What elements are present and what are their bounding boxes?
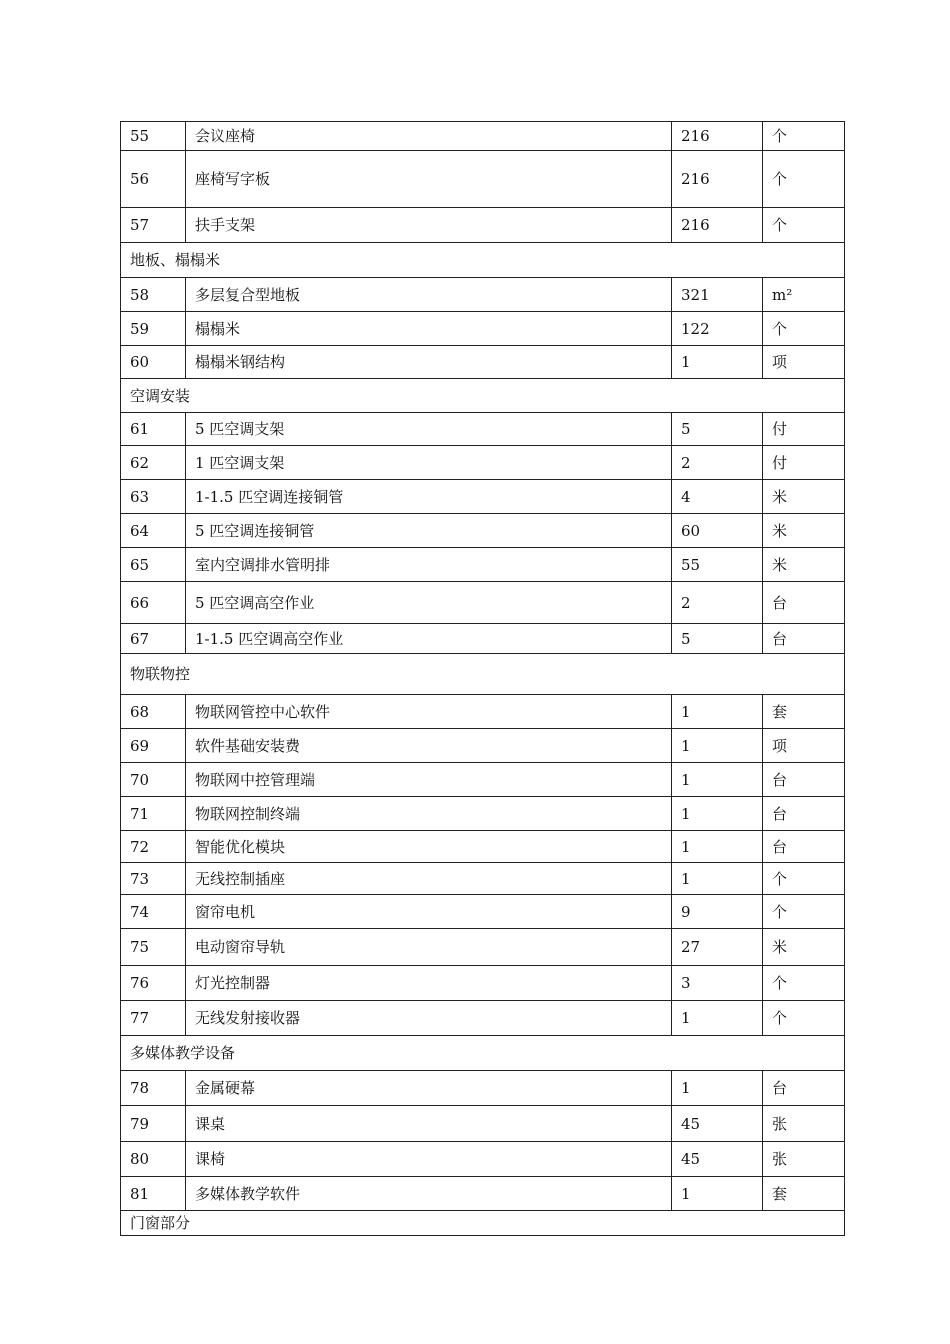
item-quantity: 27 [672,929,763,966]
item-unit: 米 [763,548,845,582]
section-row [121,654,845,695]
item-unit: 米 [763,480,845,514]
table-row [121,1142,845,1177]
item-unit: 米 [763,514,845,548]
item-name: 电动窗帘导轨 [186,929,672,966]
item-quantity: 5 [672,624,763,654]
item-name: 5 匹空调高空作业 [186,582,672,624]
section-title: 门窗部分 [121,1211,845,1236]
item-quantity: 216 [672,122,763,151]
section-row [121,379,845,413]
item-name: 扶手支架 [186,208,672,243]
item-unit: m² [763,278,845,312]
item-name: 窗帘电机 [186,895,672,929]
item-quantity: 1 [672,863,763,895]
item-unit: 个 [763,966,845,1001]
item-quantity: 1 [672,729,763,763]
item-name: 5 匹空调支架 [186,413,672,446]
item-quantity: 321 [672,278,763,312]
item-quantity: 1 [672,346,763,379]
item-quantity: 122 [672,312,763,346]
item-number: 71 [121,797,186,831]
item-number: 56 [121,151,186,208]
table-row [121,729,845,763]
item-number: 72 [121,831,186,863]
item-name: 座椅写字板 [186,151,672,208]
item-number: 81 [121,1177,186,1211]
section-title: 空调安装 [121,379,845,413]
item-unit: 个 [763,122,845,151]
item-unit: 个 [763,1001,845,1036]
item-quantity: 1 [672,1071,763,1106]
table-row [121,929,845,966]
section-row [121,1036,845,1071]
item-number: 70 [121,763,186,797]
table-row [121,151,845,208]
table-row [121,312,845,346]
table-row [121,831,845,863]
item-unit: 付 [763,413,845,446]
item-number: 66 [121,582,186,624]
table-row [121,278,845,312]
item-name: 1-1.5 匹空调连接铜管 [186,480,672,514]
item-number: 63 [121,480,186,514]
item-number: 58 [121,278,186,312]
item-unit: 张 [763,1106,845,1142]
table-row [121,1106,845,1142]
item-unit: 米 [763,929,845,966]
item-number: 62 [121,446,186,480]
item-unit: 台 [763,1071,845,1106]
item-quantity: 5 [672,413,763,446]
table-row [121,548,845,582]
item-number: 80 [121,1142,186,1177]
table-row [121,346,845,379]
item-name: 无线控制插座 [186,863,672,895]
table-row [121,514,845,548]
item-unit: 个 [763,863,845,895]
table-row [121,695,845,729]
section-row [121,1211,845,1236]
item-name: 课桌 [186,1106,672,1142]
item-unit: 个 [763,895,845,929]
item-name: 榻榻米钢结构 [186,346,672,379]
table-row [121,966,845,1001]
item-name: 多媒体教学软件 [186,1177,672,1211]
section-title: 多媒体教学设备 [121,1036,845,1071]
item-name: 多层复合型地板 [186,278,672,312]
item-unit: 台 [763,582,845,624]
item-name: 课椅 [186,1142,672,1177]
item-number: 55 [121,122,186,151]
item-number: 74 [121,895,186,929]
section-title: 地板、榻榻米 [121,243,845,278]
item-name: 会议座椅 [186,122,672,151]
item-quantity: 3 [672,966,763,1001]
item-quantity: 2 [672,582,763,624]
item-quantity: 55 [672,548,763,582]
equipment-table [120,121,845,1236]
table-row [121,582,845,624]
item-unit: 付 [763,446,845,480]
item-name: 物联网管控中心软件 [186,695,672,729]
item-number: 75 [121,929,186,966]
item-name: 智能优化模块 [186,831,672,863]
table-row [121,863,845,895]
table-row [121,122,845,151]
item-number: 67 [121,624,186,654]
item-name: 物联网中控管理端 [186,763,672,797]
table-row [121,763,845,797]
item-unit: 台 [763,624,845,654]
item-number: 79 [121,1106,186,1142]
item-quantity: 1 [672,1177,763,1211]
item-name: 无线发射接收器 [186,1001,672,1036]
item-number: 78 [121,1071,186,1106]
item-unit: 个 [763,151,845,208]
item-quantity: 1 [672,797,763,831]
item-quantity: 1 [672,1001,763,1036]
item-number: 69 [121,729,186,763]
item-quantity: 216 [672,208,763,243]
table-row [121,208,845,243]
item-number: 61 [121,413,186,446]
item-unit: 个 [763,312,845,346]
item-name: 1-1.5 匹空调高空作业 [186,624,672,654]
section-row [121,243,845,278]
table-row [121,480,845,514]
item-unit: 台 [763,797,845,831]
item-unit: 项 [763,346,845,379]
item-quantity: 60 [672,514,763,548]
item-name: 金属硬幕 [186,1071,672,1106]
item-name: 软件基础安装费 [186,729,672,763]
equipment-table-body [121,122,845,1236]
table-row [121,1001,845,1036]
item-quantity: 1 [672,763,763,797]
item-unit: 套 [763,695,845,729]
item-number: 73 [121,863,186,895]
item-unit: 项 [763,729,845,763]
item-name: 1 匹空调支架 [186,446,672,480]
table-row [121,797,845,831]
item-unit: 个 [763,208,845,243]
item-quantity: 45 [672,1142,763,1177]
item-name: 室内空调排水管明排 [186,548,672,582]
item-quantity: 1 [672,831,763,863]
item-number: 77 [121,1001,186,1036]
section-title: 物联物控 [121,654,845,695]
table-row [121,413,845,446]
item-quantity: 9 [672,895,763,929]
item-number: 60 [121,346,186,379]
item-quantity: 1 [672,695,763,729]
table-row [121,1177,845,1211]
item-quantity: 4 [672,480,763,514]
item-name: 灯光控制器 [186,966,672,1001]
table-row [121,624,845,654]
item-name: 5 匹空调连接铜管 [186,514,672,548]
table-row [121,1071,845,1106]
item-unit: 张 [763,1142,845,1177]
item-unit: 套 [763,1177,845,1211]
item-unit: 台 [763,763,845,797]
item-quantity: 216 [672,151,763,208]
item-number: 57 [121,208,186,243]
item-quantity: 2 [672,446,763,480]
item-number: 59 [121,312,186,346]
table-row [121,446,845,480]
item-number: 76 [121,966,186,1001]
item-unit: 台 [763,831,845,863]
item-quantity: 45 [672,1106,763,1142]
item-number: 65 [121,548,186,582]
item-number: 64 [121,514,186,548]
table-row [121,895,845,929]
item-name: 榻榻米 [186,312,672,346]
item-name: 物联网控制终端 [186,797,672,831]
item-number: 68 [121,695,186,729]
